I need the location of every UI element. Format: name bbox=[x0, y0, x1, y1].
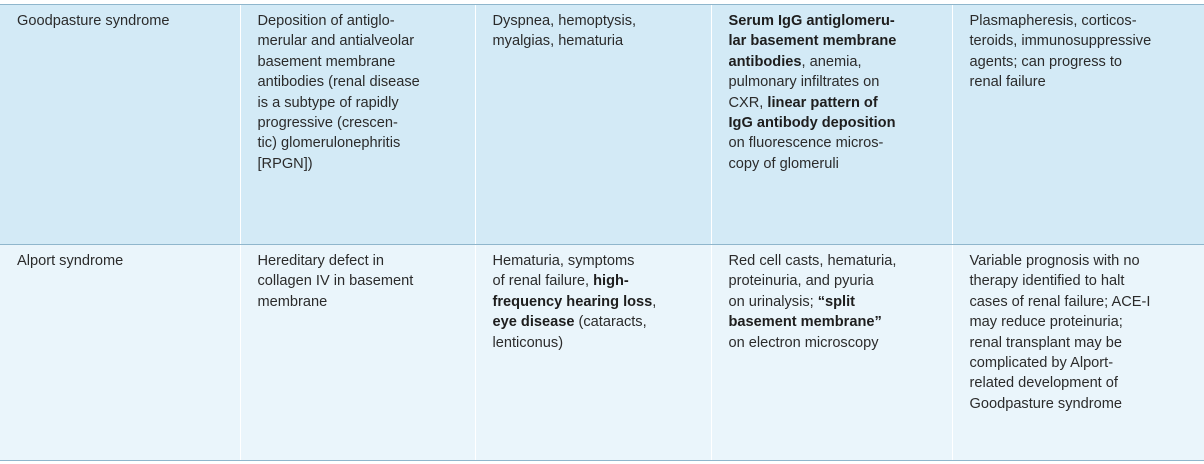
cell-treatment bbox=[952, 245, 1204, 461]
text-segment: Variable prognosis with no therapy identified to halt cases of renal failure; ACE-I may reduce proteinuria; renal transplant may be complicated by Alport- related development of Goodpasture syndrome bbox=[969, 253, 1151, 412]
text-segment: Goodpasture syndrome bbox=[17, 13, 170, 29]
table-row-alport bbox=[0, 245, 1204, 461]
text-segment: Deposition of antiglo- merular and antialveolar basement membrane antibodies (renal disease is a subtype of rapidly progressive (crescen- tic) glomerulonephritis [RPGN]) bbox=[257, 13, 420, 172]
text-segment: Hereditary defect in collagen IV in basement membrane bbox=[257, 253, 414, 310]
cell-presentation bbox=[475, 5, 711, 245]
cell-pathophysiology bbox=[240, 245, 475, 461]
text-segment: Plasmapheresis, corticos- teroids, immunosuppressive agents; can progress to renal failure bbox=[969, 13, 1152, 91]
cell-diagnosis bbox=[711, 245, 952, 461]
text-segment: , bbox=[652, 293, 657, 310]
cell-diagnosis bbox=[711, 5, 952, 245]
text-segment: on electron microscopy bbox=[728, 334, 879, 351]
text-segment: (cataracts, lenticonus) bbox=[492, 314, 647, 351]
text-segment-bold: Serum IgG antiglomeru- lar basement membrane antibodies bbox=[728, 13, 897, 70]
text-segment-bold: high- frequency hearing loss bbox=[492, 273, 653, 310]
text-segment-bold: linear pattern of IgG antibody deposition bbox=[728, 94, 896, 132]
cell-disease-name bbox=[0, 245, 240, 461]
text-segment: on fluorescence micros- copy of glomeruli bbox=[728, 135, 884, 172]
table-row-goodpasture bbox=[0, 5, 1204, 245]
text-segment-bold: eye disease bbox=[492, 314, 575, 331]
cell-treatment bbox=[952, 5, 1204, 245]
text-segment: Hematuria, symptoms of renal failure, bbox=[492, 253, 635, 290]
text-segment: Dyspnea, hemoptysis, myalgias, hematuria bbox=[492, 13, 637, 50]
cell-pathophysiology bbox=[240, 5, 475, 245]
text-segment: Red cell casts, hematuria, proteinuria, and pyuria on urinalysis; bbox=[728, 253, 897, 310]
cell-presentation bbox=[475, 245, 711, 461]
text-segment: Alport syndrome bbox=[17, 253, 124, 269]
text-segment: , anemia, pulmonary infiltrates on CXR, bbox=[728, 53, 880, 111]
disease-table bbox=[0, 4, 1204, 461]
text-segment-bold: “split basement membrane” bbox=[728, 293, 882, 331]
cell-disease-name bbox=[0, 5, 240, 245]
